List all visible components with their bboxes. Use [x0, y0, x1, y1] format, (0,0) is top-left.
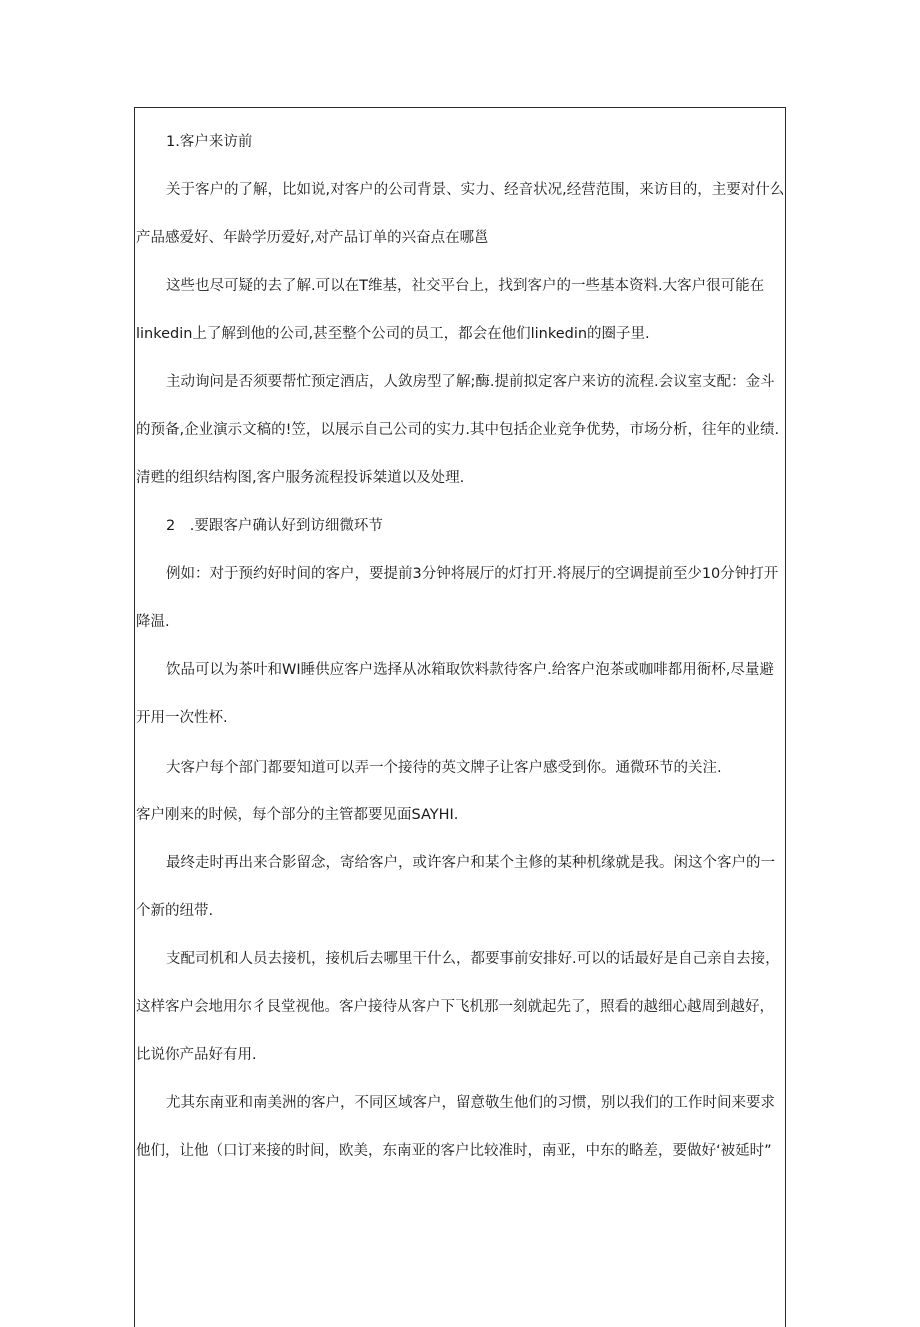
paragraph-line: 最终走时再出来合影留念，寄给客户，或许客户和某个主修的某种机缘就是我。闲这个客户的一	[166, 855, 775, 871]
paragraph-line: 尤其东南亚和南美洲的客户，不同区域客户，留意敬生他们的习惯，别以我们的工作时间来要求	[166, 1095, 775, 1111]
paragraph-line: 大客户每个部门都要知道可以弄一个接待的英文牌子让客户感受到你。通微环节的关注.	[166, 760, 722, 776]
paragraph-line: 开用一次性杯.	[136, 710, 228, 726]
paragraph-line: 的预备,企业演示文稿的!笠，以展示自己公司的实力.其中包括企业竞争优势，市场分析，往年的业绩.	[136, 422, 780, 438]
paragraph-line: 比说你产品好有用.	[136, 1047, 257, 1063]
paragraph-line: 主动询问是否须要帮忙预定酒店，人敛房型了解;酶.提前拟定客户来访的流程.会议室支配：金斗	[166, 374, 775, 390]
paragraph-line: 支配司机和人员去接机，接机后去哪里干什么，都要事前安排好.可以的话最好是自己亲自去接，	[166, 951, 780, 967]
paragraph-line: 产品感爱好、年龄学历爱好,对产品订单的兴奋点在哪邕	[136, 230, 489, 246]
paragraph-line: 这些也尽可疑的去了解.可以在T维基，社交平台上，找到客户的一些基本资料.大客户很可能在	[166, 278, 765, 294]
paragraph-line: 这样客户会地用尔彳艮堂视他。客户接待从客户下飞机那一刻就起先了，照看的越细心越周到越好，	[136, 999, 774, 1015]
paragraph-line: 他们，让他（口订来接的时间，欧美，东南亚的客户比较准时，南亚，中东的略差，要做好‘被延时”	[136, 1143, 772, 1159]
paragraph-line: 清甦的组织结构图,客户服务流程投诉桀道以及处理.	[136, 470, 465, 486]
paragraph-line: 个新的纽带.	[136, 903, 214, 919]
paragraph-line: 客户刚来的时候，每个部分的主管都要见面SAYHI.	[136, 807, 459, 823]
paragraph-line: 饮品可以为茶叶和WI睡供应客户选择从冰箱取饮料款待客户.给客户泡茶或咖啡都用衙杯,尽量避	[166, 662, 774, 678]
section-heading-1: 1.客户来访前	[166, 134, 253, 150]
paragraph-line: linkedin上了解到他的公司,甚至整个公司的员工，都会在他们linkedin的圈子里.	[136, 326, 650, 342]
section-heading-2: 2 .要跟客户确认好到访细微环节	[166, 518, 383, 534]
paragraph-line: 例如：对于预约好时间的客户，要提前3分钟将展厅的灯打开.将展厅的空调提前至少10分钟打开	[166, 566, 779, 582]
paragraph-line: 关于客户的了解，比如说,对客户的公司背景、实力、经音状况,经营范围，来访目的，主要对什么	[166, 182, 784, 198]
paragraph-line: 降温.	[136, 614, 170, 630]
